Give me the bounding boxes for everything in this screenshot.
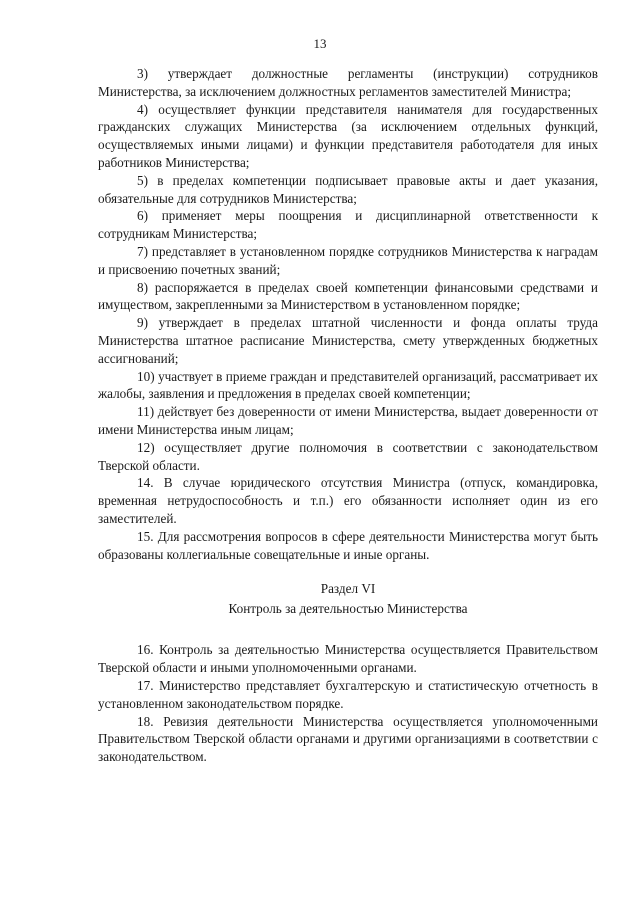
paragraph-item-4: 4) осуществляет функции представителя нанимателя для государственных гражданских служащих Министерства (за исключением отдельных функций, осуществляемых иными лицами) и функции представителя работодателя для иных работников Министерства;: [98, 101, 598, 170]
paragraph-clause-17: 17. Министерство представляет бухгалтерскую и статистическую отчетность в установленном законодательством порядке.: [98, 677, 598, 711]
section-heading: [98, 580, 598, 618]
paragraph-item-10: 10) участвует в приеме граждан и представителей организаций, рассматривает их жалобы, заявления и предложения в пределах своей компетенции;: [98, 368, 598, 402]
paragraph-item-8: 8) распоряжается в пределах своей компетенции финансовыми средствами и имуществом, закрепленными за Министерством в установленном порядке;: [98, 279, 598, 313]
paragraph-item-9: 9) утверждает в пределах штатной численности и фонда оплаты труда Министерства штатное расписание Министерства, смету утвержденных бюджетных ассигнований;: [98, 315, 598, 366]
section-title: Контроль за деятельностью Министерства: [228, 601, 468, 617]
paragraph-item-7: 7) представляет в установленном порядке сотрудников Министерства к наградам и присвоению почетных званий;: [98, 243, 598, 277]
paragraph-item-3: 3) утверждает должностные регламенты (инструкции) сотрудников Министерства, за исключением должностных регламентов заместителей Министра;: [98, 66, 598, 99]
paragraph-item-12: 12) осуществляет другие полномочия в соответствии с законодательством Тверской области.: [98, 439, 598, 473]
paragraph-clause-18: 18. Ревизия деятельности Министерства осуществляется уполномоченными Правительством Тверской области органами и другими организациями в соответствии с законодательством.: [98, 713, 598, 765]
paragraph-item-5: 5) в пределах компетенции подписывает правовые акты и дает указания, обязательные для сотрудников Министерства;: [98, 172, 598, 206]
paragraph-clause-16: 16. Контроль за деятельностью Министерства осуществляется Правительством Тверской области и иными уполномоченными органами.: [98, 642, 598, 676]
paragraph-clause-15: 15. Для рассмотрения вопросов в сфере деятельности Министерства могут быть образованы коллегиальные совещательные и иные органы.: [98, 528, 598, 562]
document-body: [98, 65, 598, 766]
paragraph-item-6: 6) применяет меры поощрения и дисциплинарной ответственности к сотрудникам Министерства;: [98, 208, 598, 242]
page-number: 13: [313, 36, 327, 51]
paragraph-item-11: 11) действует без доверенности от имени Министерства, выдает доверенности от имени Министерства иным лицам;: [98, 404, 598, 437]
paragraph-clause-14: 14. В случае юридического отсутствия Министра (отпуск, командировка, временная нетрудоспособность и т.п.) его обязанности исполняет один из его заместителей.: [98, 475, 598, 526]
section-label: Раздел VI: [320, 581, 376, 597]
